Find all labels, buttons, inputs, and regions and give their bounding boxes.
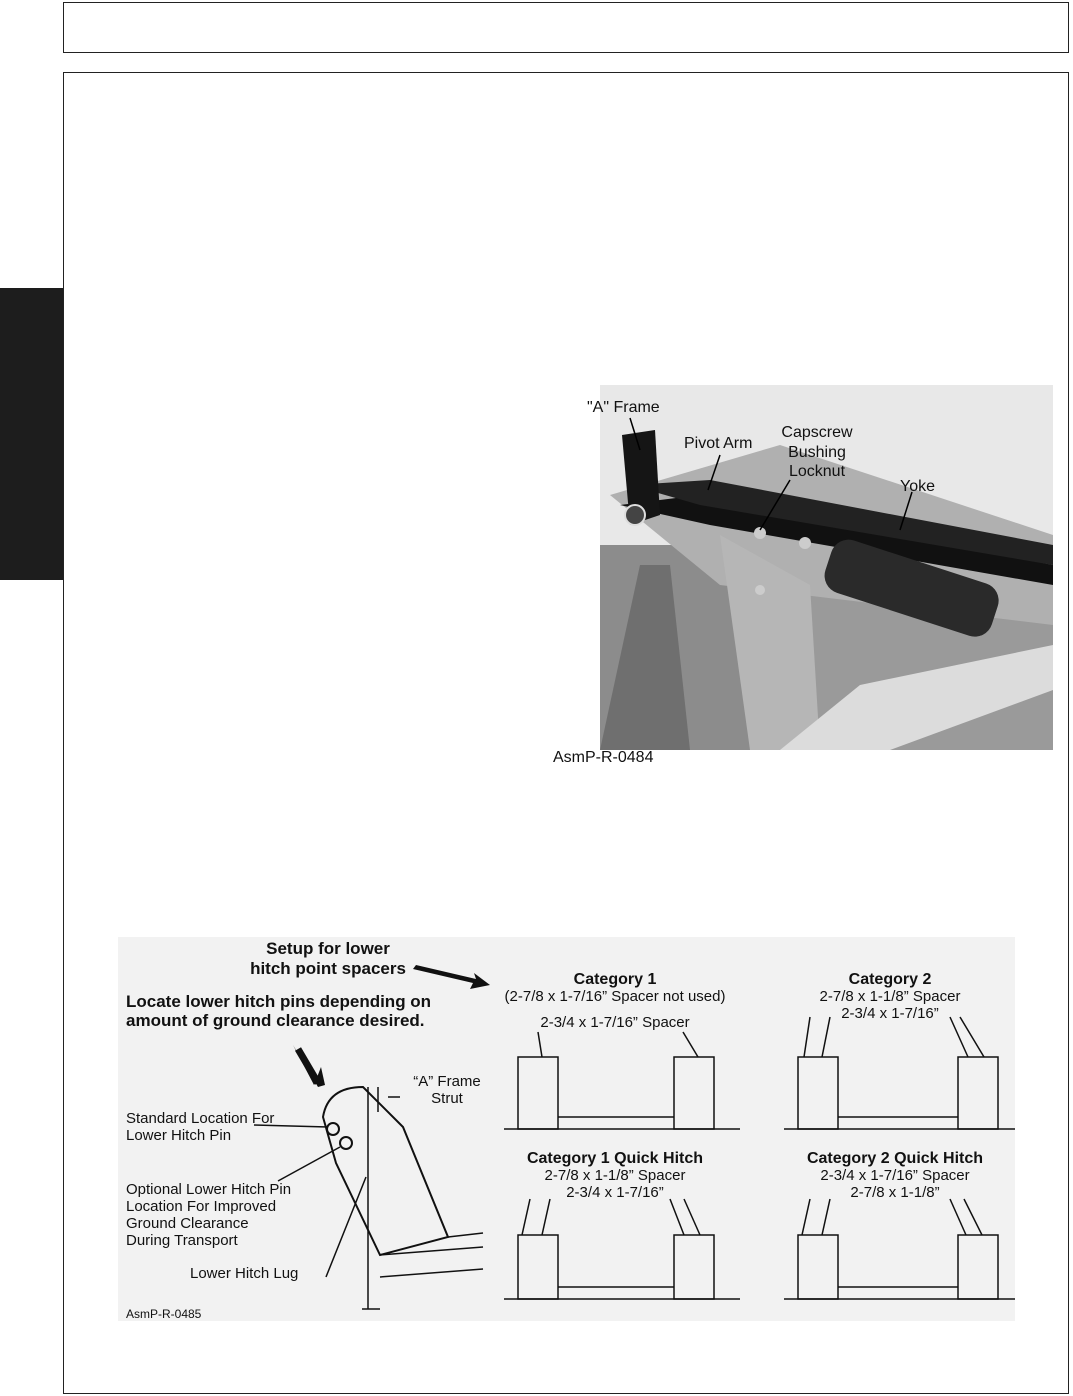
capscrew-label: Capscrew <box>781 424 853 441</box>
panel-cat1-drawing <box>504 1032 740 1129</box>
panel-line2: 2-7/8 x 1-1/8” <box>850 1184 940 1201</box>
locate-note <box>126 992 431 1030</box>
panel-line2: 2-3/4 x 1-7/16” <box>566 1184 664 1201</box>
panel-line1: 2-7/8 x 1-1/8” Spacer <box>544 1167 686 1184</box>
optional-location-line4: During Transport <box>126 1232 238 1249</box>
diagram-figure-id: AsmP-R-0485 <box>126 1307 202 1321</box>
panel-cat2-drawing <box>784 1017 1015 1129</box>
a-frame-strut-line2: Strut <box>431 1090 463 1107</box>
a-frame-strut-line1: “A” Frame <box>413 1073 481 1090</box>
photo-leader-lines <box>590 410 970 550</box>
panel-cat2-qh-drawing <box>784 1199 1015 1299</box>
standard-location-label <box>126 1110 274 1144</box>
panel-title: Category 2 <box>848 971 932 988</box>
panel-cat1-qh-drawing <box>504 1199 740 1299</box>
optional-location-line1: Optional Lower Hitch Pin <box>126 1181 292 1198</box>
pivot-arm-label: Pivot Arm <box>684 435 753 452</box>
standard-location-line1: Standard Location For <box>126 1110 275 1127</box>
panel-line2: 2-3/4 x 1-7/16” <box>841 1005 939 1022</box>
panel-line1: (2-7/8 x 1-7/16” Spacer not used) <box>504 988 726 1005</box>
locate-note-line2: amount of ground clearance desired. <box>126 1011 425 1030</box>
page-header-box <box>63 2 1069 53</box>
optional-location-line3: Ground Clearance <box>126 1215 249 1232</box>
bushing-label: Bushing <box>788 444 846 461</box>
locknut-label: Locknut <box>788 463 846 480</box>
panel-title: Category 2 Quick Hitch <box>806 1150 984 1167</box>
panel-line2: 2-3/4 x 1-7/16” Spacer <box>540 1014 690 1031</box>
setup-note <box>228 939 428 979</box>
panel-line1: 2-7/8 x 1-1/8” Spacer <box>819 988 961 1005</box>
a-frame-label: "A" Frame <box>587 399 660 416</box>
panel-cat2-quick-hitch <box>780 1150 1010 1201</box>
standard-location-line2: Lower Hitch Pin <box>126 1127 232 1144</box>
panel-title: Category 1 Quick Hitch <box>526 1150 704 1167</box>
panel-cat1-quick-hitch <box>490 1150 740 1201</box>
panel-cat2 <box>780 971 1000 1022</box>
section-side-tab <box>0 288 63 580</box>
panel-line1: 2-3/4 x 1-7/16” Spacer <box>820 1167 970 1184</box>
a-frame-strut-label <box>402 1073 492 1107</box>
panel-title: Category 1 <box>573 971 657 988</box>
locate-note-line1: Locate lower hitch pins depending on <box>126 992 432 1011</box>
yoke-label: Yoke <box>900 478 935 495</box>
setup-note-line2: hitch point spacers <box>250 959 406 978</box>
optional-location-label <box>126 1181 291 1249</box>
lower-hitch-lug-label: Lower Hitch Lug <box>190 1265 299 1282</box>
panel-cat1 <box>490 971 740 1031</box>
setup-note-line1: Setup for lower <box>266 939 390 958</box>
optional-location-line2: Location For Improved <box>126 1198 277 1215</box>
hitch-spacer-diagram <box>118 937 1015 1321</box>
photo-figure-id: AsmP-R-0484 <box>553 749 654 766</box>
